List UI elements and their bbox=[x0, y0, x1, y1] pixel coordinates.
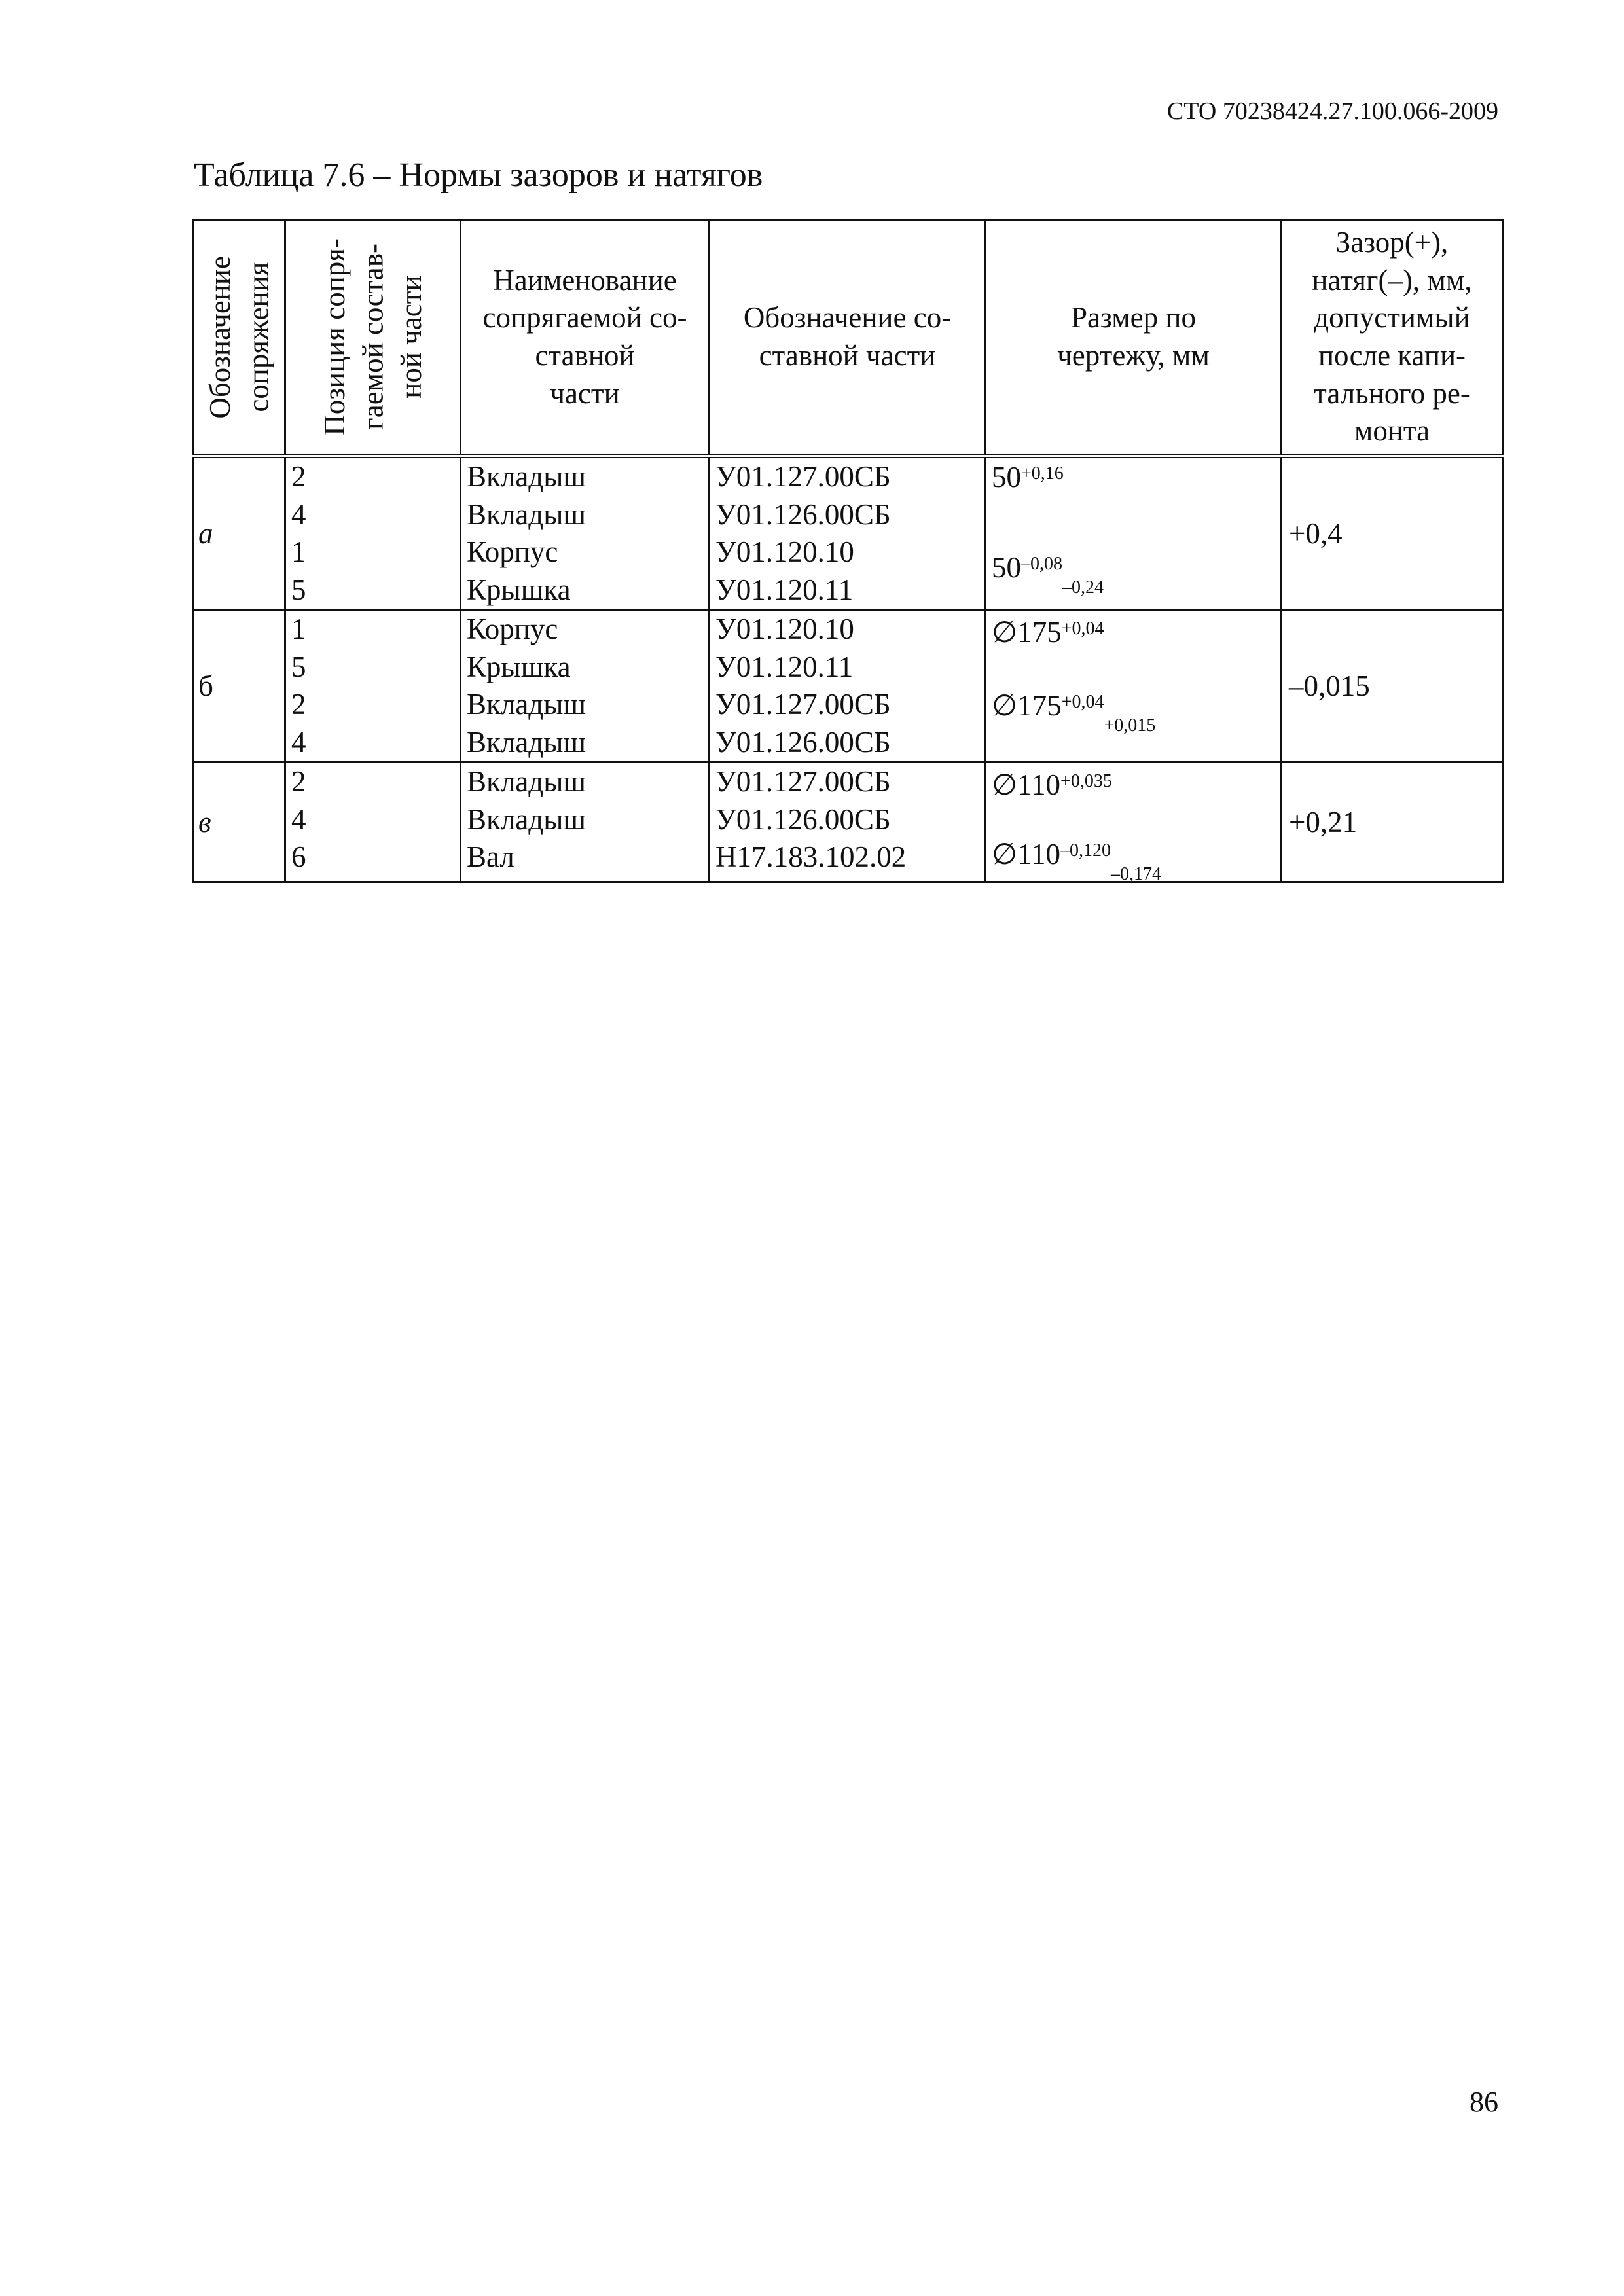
part-name: Вкладыш bbox=[467, 765, 586, 798]
part-name: Вкладыш bbox=[467, 802, 586, 836]
designations-cell bbox=[710, 762, 986, 882]
page-number: 86 bbox=[1470, 2086, 1498, 2118]
size-upper-tolerance: +0,16 bbox=[1021, 463, 1064, 484]
header-gap-label: Зазор(+), натяг(–), мм, допустимый после капи- тального ре- монта bbox=[1312, 226, 1472, 448]
part-designation: У01.127.00СБ bbox=[715, 460, 891, 493]
names-cell bbox=[461, 456, 710, 610]
names-cell bbox=[461, 762, 710, 882]
header-mate bbox=[194, 220, 285, 456]
table-row bbox=[194, 610, 1503, 762]
mate-cell bbox=[194, 456, 285, 610]
position-value: 1 bbox=[291, 613, 306, 645]
size-upper-tolerance: –0,120 bbox=[1060, 840, 1111, 861]
header-size bbox=[986, 220, 1282, 456]
part-designation: У01.127.00СБ bbox=[715, 765, 891, 798]
header-name-label: Наименование сопрягаемой со- ставной части bbox=[482, 263, 687, 410]
size-lower-tolerance: –0,174 bbox=[1111, 864, 1162, 884]
names-cell bbox=[461, 610, 710, 762]
gap-cell bbox=[1282, 610, 1503, 762]
part-designation: У01.120.11 bbox=[715, 573, 854, 606]
size-dimension bbox=[992, 687, 1156, 736]
designations-cell bbox=[710, 610, 986, 762]
header-gap bbox=[1282, 220, 1503, 456]
size-dimension bbox=[992, 613, 1104, 652]
table-caption: Таблица 7.6 – Нормы зазоров и натягов bbox=[194, 156, 763, 194]
header-position-label: Позиция сопря- гаемой состав- ной части bbox=[317, 238, 427, 436]
position-value: 2 bbox=[291, 460, 306, 493]
size-dimension bbox=[992, 548, 1104, 598]
position-value: 4 bbox=[291, 725, 306, 759]
size-cell bbox=[986, 610, 1282, 762]
mate-code: б bbox=[198, 669, 213, 702]
table-header-row bbox=[194, 220, 1503, 456]
mate-cell bbox=[194, 762, 285, 882]
size-lower-tolerance: +0,015 bbox=[1104, 715, 1156, 736]
size-nominal: ∅110 bbox=[992, 768, 1061, 801]
mate-code: а bbox=[198, 516, 213, 550]
table-row bbox=[194, 762, 1503, 882]
part-name: Вкладыш bbox=[467, 460, 586, 493]
header-size-label: Размер по чертежу, мм bbox=[1057, 301, 1210, 372]
size-upper-tolerance: –0,08 bbox=[1021, 554, 1062, 574]
norms-table bbox=[192, 219, 1504, 883]
table-row bbox=[194, 456, 1503, 610]
size-nominal: ∅110 bbox=[992, 838, 1061, 870]
header-designation bbox=[710, 220, 986, 456]
part-name: Корпус bbox=[467, 613, 558, 645]
size-nominal: 50 bbox=[992, 551, 1021, 584]
size-dimension bbox=[992, 458, 1064, 497]
part-name: Вкладыш bbox=[467, 688, 586, 721]
part-designation: У01.120.10 bbox=[715, 535, 854, 568]
mate-code: в bbox=[198, 805, 211, 838]
document-code: СТО 70238424.27.100.066-2009 bbox=[1166, 98, 1498, 125]
size-upper-tolerance: +0,04 bbox=[1061, 619, 1104, 639]
size-cell bbox=[986, 762, 1282, 882]
position-value: 1 bbox=[291, 535, 306, 568]
gap-value: +0,21 bbox=[1289, 805, 1358, 838]
size-nominal: ∅175 bbox=[992, 689, 1062, 722]
position-value: 2 bbox=[291, 688, 306, 721]
size-upper-tolerance: +0,04 bbox=[1061, 692, 1104, 712]
part-name: Вал bbox=[467, 840, 514, 873]
header-mate-label: Обозначение сопряжения bbox=[204, 255, 275, 419]
positions-cell bbox=[285, 610, 461, 762]
position-value: 2 bbox=[291, 765, 306, 798]
position-value: 4 bbox=[291, 802, 306, 836]
header-name bbox=[461, 220, 710, 456]
gap-value: +0,4 bbox=[1289, 516, 1343, 550]
position-value: 5 bbox=[291, 573, 306, 606]
header-designation-label: Обозначение со- ставной части bbox=[743, 301, 952, 372]
position-value: 6 bbox=[291, 840, 306, 873]
position-value: 5 bbox=[291, 650, 306, 683]
part-designation: У01.126.00СБ bbox=[715, 497, 891, 531]
part-name: Крышка bbox=[467, 650, 571, 683]
positions-cell bbox=[285, 762, 461, 882]
size-nominal: ∅175 bbox=[992, 616, 1062, 649]
size-lower-tolerance: –0,24 bbox=[1062, 577, 1104, 598]
mate-cell bbox=[194, 610, 285, 762]
positions-cell bbox=[285, 456, 461, 610]
part-designation: У01.126.00СБ bbox=[715, 725, 891, 759]
position-value: 4 bbox=[291, 497, 306, 531]
gap-value: –0,015 bbox=[1289, 669, 1370, 702]
header-position bbox=[285, 220, 461, 456]
gap-cell bbox=[1282, 456, 1503, 610]
size-nominal: 50 bbox=[992, 461, 1021, 493]
part-name: Крышка bbox=[467, 573, 571, 606]
size-cell bbox=[986, 456, 1282, 610]
designations-cell bbox=[710, 456, 986, 610]
part-designation: У01.126.00СБ bbox=[715, 802, 891, 836]
part-name: Вкладыш bbox=[467, 497, 586, 531]
gap-cell bbox=[1282, 762, 1503, 882]
part-designation: У01.120.10 bbox=[715, 613, 854, 645]
part-name: Корпус bbox=[467, 535, 558, 568]
size-dimension bbox=[992, 766, 1112, 804]
part-designation: У01.127.00СБ bbox=[715, 688, 891, 721]
size-dimension bbox=[992, 835, 1162, 884]
part-name: Вкладыш bbox=[467, 725, 586, 759]
part-designation: У01.120.11 bbox=[715, 650, 854, 683]
size-upper-tolerance: +0,035 bbox=[1060, 771, 1112, 791]
part-designation: Н17.183.102.02 bbox=[715, 840, 907, 873]
